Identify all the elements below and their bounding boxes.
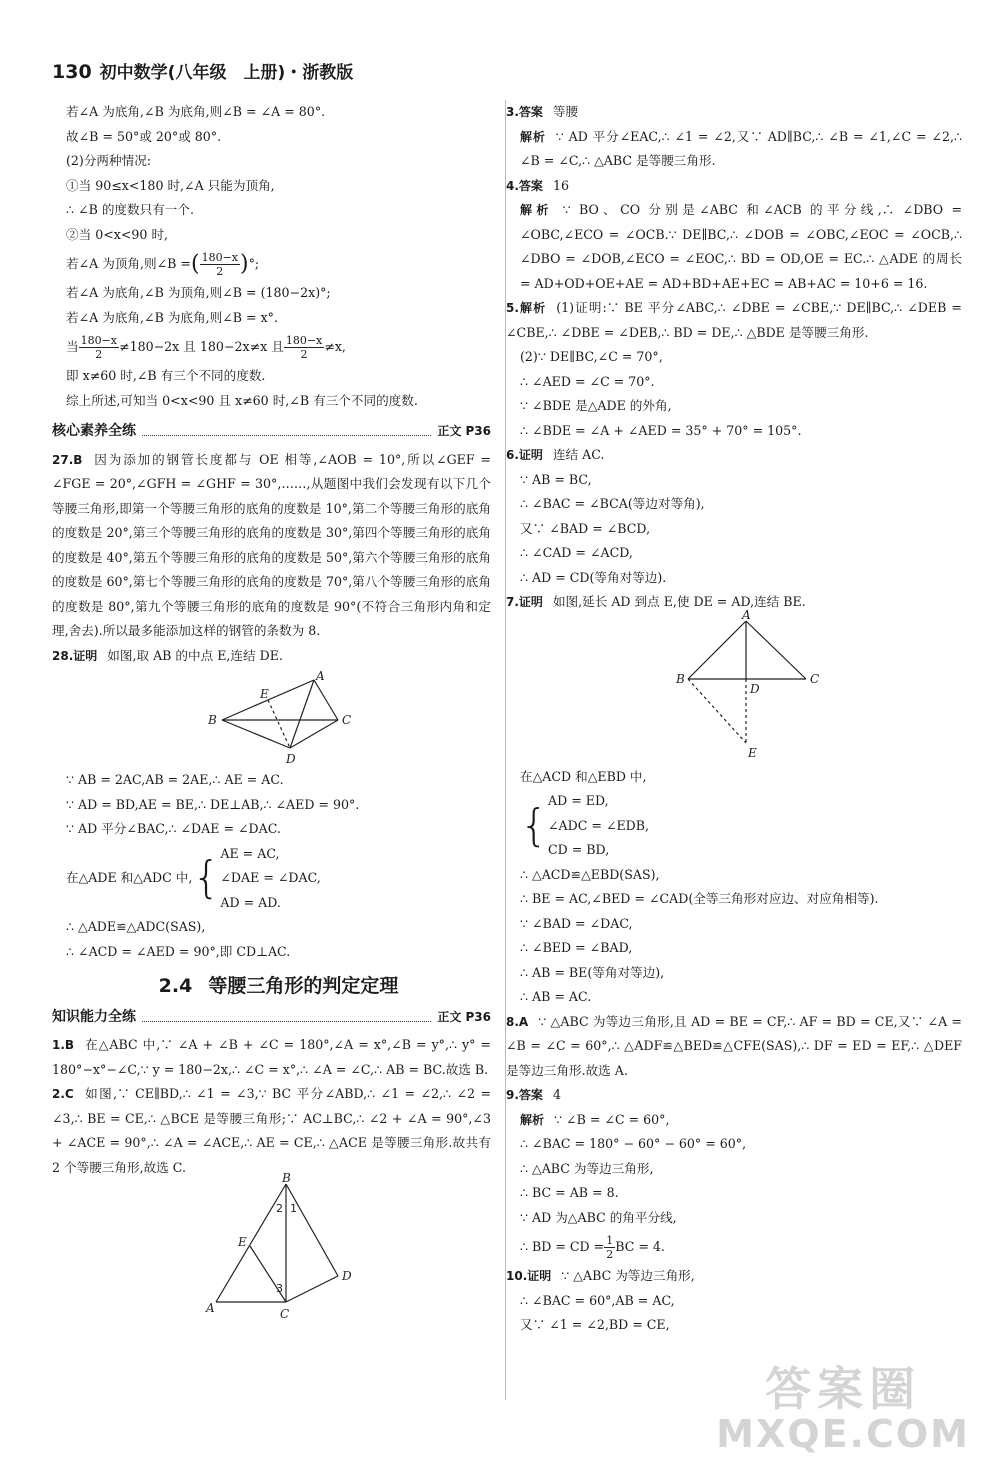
fraction: $\frac{1}{2}$: [606, 1234, 614, 1261]
question-7: 7.证明 如图,延长 AD 到点 E,使 DE = AD,连结 BE.: [506, 594, 806, 609]
text-line: 综上所述,可知当 0<x<90 且 x≠60 时,∠B 有三个不同的度数.: [66, 392, 418, 408]
label-c: C: [810, 671, 820, 686]
text-line: ∴ ∠BED = ∠BAD,: [520, 940, 633, 955]
page-header: [52, 58, 353, 83]
text-line: ∴ ∠BDE = ∠A + ∠AED = 35° + 70° = 105°.: [520, 422, 802, 438]
label-a: A: [316, 669, 325, 683]
text-line: ∴ ∠CAD = ∠ACD,: [520, 545, 633, 560]
text-line: ∴ ∠ACD = ∠AED = 90°,即 CD⊥AC.: [66, 943, 291, 959]
chapter-number: 2.4: [158, 975, 193, 997]
text-line: ∴ ∠BAC = ∠BCA(等边对等角),: [520, 496, 705, 511]
question-3: 3.答案 等腰: [506, 104, 579, 119]
chapter-heading: [66, 974, 491, 999]
equation-system: 在△ADE 和△ADC 中, { AE = AC, ∠DAE = ∠DAC, AD = AD.: [66, 845, 321, 910]
question-9: 9.答案 4: [506, 1087, 561, 1102]
question-27: 27.B 因为添加的钢管长度都与 OE 相等,∠AOB = 10°,所以∠GEF = ∠FGE = 20°,∠GFH = ∠GHF = 30°,……,从题图中我们会发现有以下几个等腰三角形,即第一个等腰三角形的底角的度数是 10°,第二个等腰三角形的底角的度数是 20°,第三个等腰三角形的底角的度数是 30°,第四个等腰三角形的底角的度数是 40°,第五个等腰三角形的底角的度数是 50°,第六个等腰三角形的底角的度数是 60°,第七个等腰三角形的底角的度数是 70°,第八个等腰三角形的底角的度数是 80°,第九个等腰三角形的底角的度数是 90°(不符合三角形内角和定理,舍去).所以最多能添加这样的钢管的条数为 8.: [52, 451, 491, 638]
text-line: 当 $\frac{180-x}{2}$ ≠180−2x 且 180−2x≠x 且 $\frac{180-x}{2}$ ≠x,: [66, 334, 346, 361]
question-1: 1.B 在△ABC 中,∵ ∠A + ∠B + ∠C = 180°,∠A = x°,∠B = y°,∴ y° = 180°−x°−∠C,∵ y = 180−2x,∴ ∠C = x°,∴ ∠A = ∠C,∴ AB = BC.故选 B.: [52, 1037, 491, 1077]
question-4: 4.答案 16: [506, 177, 569, 193]
question-4-explanation: 解析 ∵ BO、CO 分别是∠ABC 和∠ACB 的平分线,∴ ∠DBO = ∠OBC,∠ECO = ∠OCB.∵ DE∥BC,∴ ∠DOB = ∠OBC,∠EOC = ∠OCB,∴ ∠DBO = ∠DOB,∠ECO = ∠EOC,∴ BD = OD,OE = EC.∴ △ADE 的周长 = AD+OD+OE+AE = AD+BD+AE+EC = AB+AC = 10+6 = 16.: [520, 202, 962, 291]
dotted-leader: [142, 426, 431, 436]
page-ref: 正文 P36: [437, 1009, 491, 1024]
watermark: 答案圈 MXQE.COM: [716, 1362, 970, 1456]
label-a: A: [742, 607, 751, 622]
text-line: ∴ △ABC 为等边三角形,: [520, 1160, 654, 1176]
text-line: ∴ ∠BAC = 60°,AB = AC,: [520, 1292, 675, 1308]
question-2: 2.C 如图,∵ CE∥BD,∴ ∠1 = ∠3,∵ BC 平分∠ABD,∴ ∠1 = ∠2,∴ ∠2 = ∠3,∴ BE = CE,∴ △BCE 是等腰三角形;∵ AC⊥BC,∴ ∠2 + ∠A = 90°,∠3 + ∠ACE = 90°,∴ ∠A = ∠ACE,∴ AE = CE,∴ △ACE 是等腰三角形.故共有 2 个等腰三角形,故选 C.: [52, 1086, 491, 1175]
label-e: E: [260, 687, 269, 701]
label-d: D: [750, 681, 760, 696]
column-divider: [505, 100, 506, 1400]
question-28: 28.证明 如图,取 AB 的中点 E,连结 DE.: [52, 647, 283, 663]
text-line: ②当 0<x<90 时,: [66, 226, 169, 242]
label-e: E: [238, 1235, 247, 1249]
text-line: ∴ △ACD≌△EBD(SAS),: [520, 866, 660, 882]
text-line: ∴ ∠AED = ∠C = 70°.: [520, 373, 655, 389]
book-title: 初中数学(八年级 上册)・浙教版: [99, 63, 354, 83]
figure-28-quadrilateral: [66, 668, 491, 768]
question-3-explanation: 解析 ∵ AD 平分∠EAC,∴ ∠1 = ∠2,又∵ AD∥BC,∴ ∠B = ∠1,∠C = ∠2,∴ ∠B = ∠C,∴ △ABC 是等腰三角形.: [520, 128, 962, 168]
figure-7-triangle: [520, 607, 962, 765]
text-line: ∵ AB = 2AC,AB = 2AE,∴ AE = AC.: [66, 772, 284, 787]
text-line: 若∠A 为底角,∠B 为顶角,则∠B = (180−2x)°;: [66, 285, 331, 300]
fraction: $\frac{180-x}{2}$: [285, 334, 323, 361]
question-10: 10.证明 ∵ △ABC 为等边三角形,: [506, 1268, 695, 1283]
text-line: 故∠B = 50°或 20°或 80°.: [66, 128, 222, 144]
text-line: ∴ BE = AC,∠BED = ∠CAD(全等三角形对应边、对应角相等).: [520, 891, 879, 906]
text-line: 在△ACD 和△EBD 中,: [520, 768, 647, 784]
left-column: [52, 100, 491, 1321]
text-line: (2)分两种情况:: [66, 153, 152, 168]
text-line: ∴ AB = AC.: [520, 989, 592, 1004]
section-title: 核心素养全练: [52, 423, 136, 439]
text-line: ∵ ∠BDE 是△ADE 的外角,: [520, 398, 672, 413]
text-line: 若∠A 为底角,∠B 为底角,则∠B = x°.: [66, 309, 278, 325]
section-title: 知识能力全练: [52, 1008, 136, 1025]
text-line: ∴ △ADE≌△ADC(SAS),: [66, 919, 206, 934]
label-d: D: [286, 752, 296, 766]
label-c: C: [342, 713, 352, 727]
figure-2-triangles: [66, 1171, 491, 1321]
angle-2: 2: [276, 1202, 283, 1215]
label-b: B: [282, 1171, 291, 1185]
label-c: C: [280, 1307, 290, 1321]
fraction: $\frac{180-x}{2}$: [201, 251, 238, 278]
fraction: $\frac{180-x}{2}$: [80, 334, 118, 361]
text-line: ∵ AB = BC,: [520, 471, 592, 487]
text-line: ∴ AB = BE(等角对等边),: [520, 964, 665, 980]
section-header: [52, 1005, 491, 1030]
text-line: ∴ ∠BAC = 180° − 60° − 60° = 60°,: [520, 1136, 747, 1151]
label-e: E: [748, 745, 757, 760]
text-line: 若∠A 为底角,∠B 为底角,则∠B = ∠A = 80°.: [66, 104, 326, 119]
page-ref: 正文 P36: [437, 424, 491, 438]
text-line: ①当 90≤x<180 时,∠A 只能为顶角,: [66, 177, 275, 193]
label-a: A: [206, 1301, 215, 1315]
text-line: 即 x≠60 时,∠B 有三个不同的度数.: [66, 368, 266, 383]
text-line: ∴ ∠B 的度数只有一个.: [66, 202, 194, 217]
angle-1: 1: [290, 1202, 297, 1215]
question-5: 5.解析 (1)证明:∵ BE 平分∠ABC,∴ ∠DBE = ∠CBE,∵ DE∥BC,∴ ∠DEB = ∠CBE,∴ ∠DBE = ∠DEB,∴ BD = DE,∴ △BDE 是等腰三角形.: [506, 300, 962, 340]
text-line: 解析 ∵ ∠B = ∠C = 60°,: [520, 1111, 670, 1127]
text-line: ∵ AD 平分∠BAC,∴ ∠DAE = ∠DAC.: [66, 821, 281, 836]
chapter-title: 等腰三角形的判定定理: [208, 975, 399, 997]
label-b: B: [676, 671, 685, 686]
text-line: ∴ AD = CD(等角对等边).: [520, 569, 667, 585]
angle-3: 3: [276, 1282, 283, 1295]
label-b: B: [208, 713, 217, 727]
dotted-leader: [142, 1012, 431, 1022]
text-line: ∴ BD = CD = $\frac{1}{2}$ BC = 4.: [520, 1234, 665, 1261]
text-line: 又∵ ∠1 = ∠2,BD = CE,: [520, 1317, 670, 1332]
text-line: 又∵ ∠BAD = ∠BCD,: [520, 520, 651, 536]
question-8: 8.A ∵ △ABC 为等边三角形,且 AD = BE = CF,∴ AF = BD = CE,又∵ ∠A = ∠B = ∠C = 60°,∴ △ADF≌△BED≌△CFE(SAS),∴ DF = ED = EF,∴ △DEF 是等边三角形.故选 A.: [506, 1013, 962, 1078]
equation-system: { AD = ED, ∠ADC = ∠EDB, CD = BD,: [520, 793, 650, 857]
text-line: ∵ AD = BD,AE = BE,∴ DE⊥AB,∴ ∠AED = 90°.: [66, 796, 360, 812]
right-column: [506, 100, 962, 1338]
text-line: 若∠A 为顶角,则∠B =( $\frac{180-x}{2}$ )°;: [66, 251, 260, 278]
text-line: ∵ ∠BAD = ∠DAC,: [520, 915, 633, 931]
text-line: ∵ AD 为△ABC 的角平分线,: [520, 1209, 677, 1225]
label-d: D: [342, 1269, 352, 1283]
section-header: [52, 419, 491, 444]
page-number: 130: [52, 61, 92, 83]
question-6: 6.证明 连结 AC.: [506, 447, 605, 462]
text-line: (2)∵ DE∥BC,∠C = 70°,: [520, 349, 663, 364]
text-line: ∴ BC = AB = 8.: [520, 1185, 619, 1200]
